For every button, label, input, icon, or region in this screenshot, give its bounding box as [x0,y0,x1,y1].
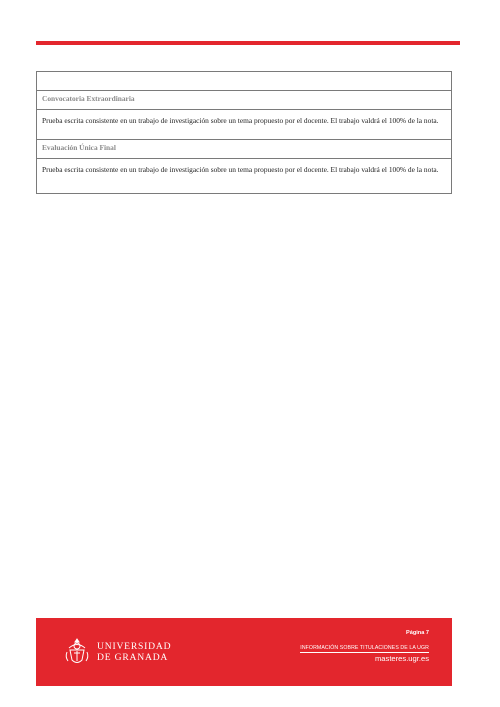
section-heading-evaluacion-unica: Evaluación Única Final [37,140,451,159]
website-link[interactable]: masteres.ugr.es [374,654,429,663]
university-seal-icon [64,637,90,667]
university-line-2: DE GRANADA [97,651,169,663]
header-rule [36,41,460,45]
section-body-extraordinaria: Prueba escrita consistente en un trabajo de investigación sobre un tema propuesto por el docente. El trabajo valdrá el 100% de la nota. [37,110,451,140]
section-body-evaluacion-unica: Prueba escrita consistente en un trabajo de investigación sobre un tema propuesto por el docente. El trabajo valdrá el 100% de la nota. [42,165,439,174]
university-line-1: UNIVERSIDAD [97,641,172,652]
page-footer [36,618,452,686]
table-empty-row [37,72,451,91]
section-heading-extraordinaria: Convocatoria Extraordinaria [37,91,451,110]
evaluation-table [36,71,452,194]
university-logo-text [97,642,171,663]
page-number: Página 7 [405,630,429,636]
info-link[interactable]: INFORMACIÓN SOBRE TITULACIONES DE LA UGR [300,645,429,651]
